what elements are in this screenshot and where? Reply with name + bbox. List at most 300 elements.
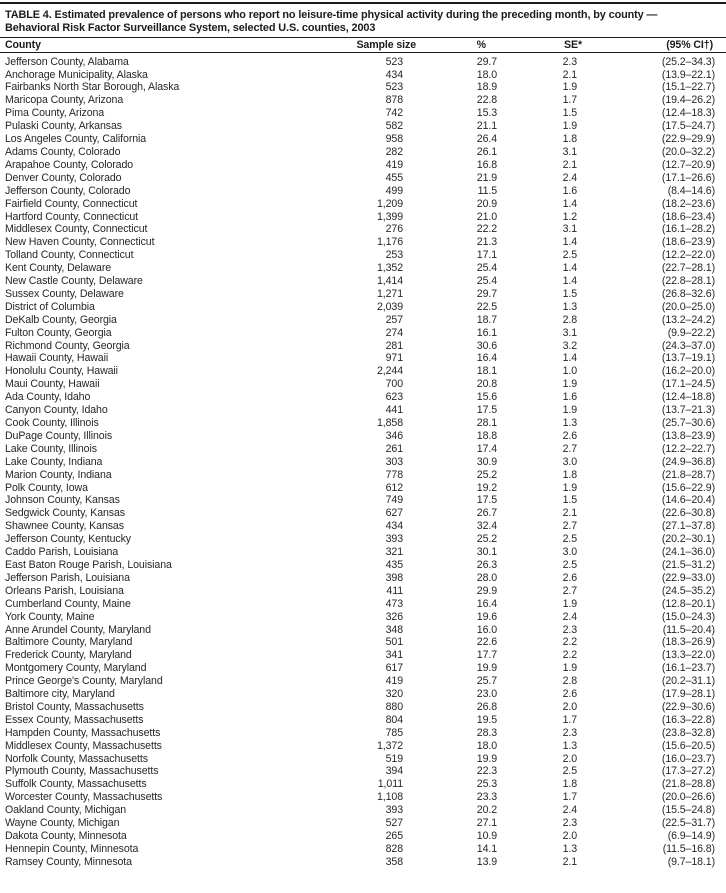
percent-cell: 22.6: [476, 636, 497, 649]
county-cell: Polk County, Iowa: [5, 481, 88, 494]
sample-size-cell: 320: [385, 688, 403, 701]
percent-cell: 17.7: [476, 649, 497, 662]
table-row: [0, 701, 726, 714]
county-cell: Maricopa County, Arizona: [5, 94, 124, 107]
county-cell: Fulton County, Georgia: [5, 326, 112, 339]
ci-cell: (20.2–31.1): [661, 675, 715, 688]
ci-cell: (17.1–24.5): [661, 378, 715, 391]
percent-cell: 17.1: [476, 249, 497, 262]
percent-cell: 28.0: [476, 571, 497, 584]
se-cell: 1.7: [562, 713, 577, 726]
percent-cell: 30.9: [476, 455, 497, 468]
percent-cell: 18.9: [476, 81, 497, 94]
percent-cell: 17.5: [476, 494, 497, 507]
county-cell: Prince George's County, Maryland: [5, 675, 163, 688]
county-cell: Ramsey County, Minnesota: [5, 855, 132, 868]
table-row: [0, 300, 726, 313]
table-row: [0, 120, 726, 133]
county-cell: Hawaii County, Hawaii: [5, 352, 109, 365]
percent-cell: 21.0: [476, 210, 497, 223]
percent-cell: 19.9: [476, 662, 497, 675]
table-row: [0, 597, 726, 610]
sample-size-cell: 785: [385, 726, 403, 739]
table-row: [0, 429, 726, 442]
sample-size-cell: 749: [385, 494, 403, 507]
sample-size-cell: 473: [385, 597, 403, 610]
se-cell: 2.0: [562, 752, 577, 765]
ci-cell: (22.8–28.1): [661, 275, 715, 288]
table-row: [0, 778, 726, 791]
county-cell: Johnson County, Kansas: [5, 494, 120, 507]
table-row: [0, 404, 726, 417]
percent-cell: 13.9: [476, 855, 497, 868]
sample-size-cell: 1,176: [376, 236, 403, 249]
table-row: [0, 662, 726, 675]
sample-size-cell: 519: [385, 752, 403, 765]
table-row: [0, 210, 726, 223]
ci-cell: (15.1–22.7): [661, 81, 715, 94]
se-cell: 1.7: [562, 94, 577, 107]
county-cell: Essex County, Massachusetts: [5, 713, 144, 726]
ci-cell: (25.7–30.6): [661, 417, 715, 430]
ci-cell: (23.8–32.8): [661, 726, 715, 739]
table-row: [0, 339, 726, 352]
percent-cell: 26.1: [476, 145, 497, 158]
se-cell: 2.6: [562, 571, 577, 584]
sample-size-cell: 341: [385, 649, 403, 662]
se-cell: 1.5: [562, 494, 577, 507]
table-row: [0, 236, 726, 249]
sample-size-cell: 1,108: [376, 791, 403, 804]
percent-cell: 18.1: [476, 365, 497, 378]
county-cell: DuPage County, Illinois: [5, 429, 113, 442]
ci-cell: (6.9–14.9): [667, 830, 715, 843]
county-cell: Middlesex County, Connecticut: [5, 223, 148, 236]
percent-cell: 30.6: [476, 339, 497, 352]
table-row: [0, 636, 726, 649]
sample-size-cell: 523: [385, 81, 403, 94]
se-cell: 2.5: [562, 558, 577, 571]
se-cell: 2.3: [562, 726, 577, 739]
county-cell: Jefferson County, Kentucky: [5, 533, 131, 546]
ci-cell: (12.4–18.3): [661, 107, 715, 120]
county-cell: Suffolk County, Massachusetts: [5, 778, 147, 791]
se-cell: 3.1: [562, 326, 577, 339]
county-cell: Fairbanks North Star Borough, Alaska: [5, 81, 180, 94]
percent-cell: 23.3: [476, 791, 497, 804]
table-row: [0, 817, 726, 830]
se-cell: 3.0: [562, 546, 577, 559]
percent-cell: 25.2: [476, 468, 497, 481]
percent-cell: 19.6: [476, 610, 497, 623]
se-cell: 2.2: [562, 636, 577, 649]
se-cell: 2.6: [562, 688, 577, 701]
percent-cell: 25.4: [476, 262, 497, 275]
sample-size-cell: 326: [385, 610, 403, 623]
ci-cell: (22.7–28.1): [661, 262, 715, 275]
table-row: [0, 417, 726, 430]
table-header: [0, 38, 726, 53]
county-cell: Marion County, Indiana: [5, 468, 112, 481]
ci-cell: (16.0–23.7): [661, 752, 715, 765]
se-cell: 2.7: [562, 584, 577, 597]
ci-cell: (24.5–35.2): [661, 584, 715, 597]
table-row: [0, 223, 726, 236]
county-cell: Jefferson Parish, Louisiana: [5, 571, 130, 584]
table-row: [0, 171, 726, 184]
table-row: [0, 507, 726, 520]
sample-size-cell: 499: [385, 184, 403, 197]
ci-cell: (13.7–21.3): [661, 404, 715, 417]
se-cell: 1.9: [562, 81, 577, 94]
county-cell: Caddo Parish, Louisiana: [5, 546, 119, 559]
county-cell: Tolland County, Connecticut: [5, 249, 134, 262]
ci-cell: (21.8–28.7): [661, 468, 715, 481]
se-cell: 1.4: [562, 262, 577, 275]
se-cell: 2.1: [562, 158, 577, 171]
ci-cell: (16.1–23.7): [661, 662, 715, 675]
percent-cell: 32.4: [476, 520, 497, 533]
ci-cell: (17.5–24.7): [661, 120, 715, 133]
county-cell: Sedgwick County, Kansas: [5, 507, 125, 520]
county-cell: Middlesex County, Massachusetts: [5, 739, 162, 752]
se-cell: 1.9: [562, 662, 577, 675]
ci-cell: (22.9–30.6): [661, 700, 715, 713]
county-cell: Norfolk County, Massachusetts: [5, 752, 148, 765]
table-row: [0, 107, 726, 120]
county-cell: Denver County, Colorado: [5, 171, 122, 184]
sample-size-cell: 501: [385, 636, 403, 649]
table-row: [0, 520, 726, 533]
sample-size-cell: 358: [385, 855, 403, 868]
sample-size-cell: 1,271: [376, 287, 403, 300]
ci-cell: (11.5–20.4): [662, 623, 715, 636]
percent-cell: 11.5: [477, 184, 497, 197]
ci-cell: (17.1–26.6): [661, 171, 715, 184]
sample-size-cell: 617: [385, 662, 403, 675]
percent-cell: 15.6: [476, 391, 497, 404]
se-cell: 1.5: [562, 107, 577, 120]
county-cell: Cook County, Illinois: [5, 417, 99, 430]
se-cell: 1.9: [562, 597, 577, 610]
sample-size-cell: 455: [385, 171, 403, 184]
se-cell: 2.2: [562, 649, 577, 662]
ci-cell: (12.7–20.9): [661, 158, 715, 171]
sample-size-cell: 1,352: [376, 262, 403, 275]
county-cell: Kent County, Delaware: [5, 262, 112, 275]
sample-size-cell: 742: [385, 107, 403, 120]
ci-cell: (20.0–32.2): [661, 145, 715, 158]
county-cell: Shawnee County, Kansas: [5, 520, 124, 533]
ci-cell: (13.8–23.9): [661, 429, 715, 442]
county-cell: Dakota County, Minnesota: [5, 830, 127, 843]
table-header-row: [0, 38, 726, 53]
county-cell: Anne Arundel County, Maryland: [5, 623, 151, 636]
percent-cell: 20.9: [476, 197, 497, 210]
se-cell: 2.3: [562, 55, 577, 68]
county-cell: Ada County, Idaho: [5, 391, 91, 404]
percent-cell: 27.1: [476, 817, 497, 830]
ci-cell: (9.9–22.2): [667, 326, 715, 339]
table-title-line1: TABLE 4. Estimated prevalence of persons who report no leisure-time physical activity during the preceding month, by county —: [5, 9, 658, 21]
ci-cell: (15.5–24.8): [661, 804, 715, 817]
sample-size-cell: 527: [385, 817, 403, 830]
percent-cell: 19.9: [476, 752, 497, 765]
se-cell: 1.6: [562, 391, 577, 404]
ci-cell: (24.1–36.0): [661, 546, 715, 559]
table-row: [0, 146, 726, 159]
ci-cell: (22.6–30.8): [661, 507, 715, 520]
table-row: [0, 365, 726, 378]
sample-size-cell: 623: [385, 391, 403, 404]
se-cell: 1.9: [562, 378, 577, 391]
se-cell: 2.4: [562, 804, 577, 817]
percent-cell: 29.9: [476, 584, 497, 597]
table-row: [0, 53, 726, 68]
se-cell: 3.2: [562, 339, 577, 352]
percent-cell: 20.8: [476, 378, 497, 391]
se-cell: 1.4: [562, 236, 577, 249]
percent-cell: 17.4: [476, 442, 497, 455]
ci-cell: (27.1–37.8): [661, 520, 715, 533]
table-row: [0, 584, 726, 597]
ci-cell: (24.9–36.8): [661, 455, 715, 468]
percent-cell: 21.3: [476, 236, 497, 249]
sample-size-cell: 419: [385, 675, 403, 688]
sample-size-cell: 582: [385, 120, 403, 133]
sample-size-cell: 393: [385, 533, 403, 546]
se-cell: 1.4: [562, 352, 577, 365]
table-row: [0, 326, 726, 339]
percent-cell: 14.1: [476, 842, 497, 855]
ci-cell: (15.6–20.5): [661, 739, 715, 752]
county-cell: DeKalb County, Georgia: [5, 313, 117, 326]
county-cell: East Baton Rouge Parish, Louisiana: [5, 558, 172, 571]
se-cell: 2.3: [562, 817, 577, 830]
ci-cell: (19.4–26.2): [661, 94, 715, 107]
county-cell: Cumberland County, Maine: [5, 597, 131, 610]
percent-cell: 30.1: [476, 546, 497, 559]
se-cell: 1.5: [562, 287, 577, 300]
se-cell: 2.8: [562, 313, 577, 326]
sample-size-cell: 393: [385, 804, 403, 817]
percent-cell: 22.5: [476, 300, 497, 313]
ci-cell: (11.5–16.8): [662, 842, 715, 855]
ci-cell: (21.8–28.8): [661, 778, 715, 791]
sample-size-cell: 346: [385, 429, 403, 442]
se-cell: 2.0: [562, 700, 577, 713]
table-row: [0, 559, 726, 572]
county-cell: Arapahoe County, Colorado: [5, 158, 134, 171]
table-row: [0, 804, 726, 817]
table-row: [0, 68, 726, 81]
document-page: [0, 2, 726, 868]
sample-size-cell: 321: [385, 546, 403, 559]
county-cell: Sussex County, Delaware: [5, 287, 124, 300]
ci-cell: (15.6–22.9): [661, 481, 715, 494]
ci-cell: (18.6–23.4): [661, 210, 715, 223]
sample-size-cell: 1,414: [376, 275, 403, 288]
se-cell: 1.9: [562, 404, 577, 417]
county-cell: Plymouth County, Massachusetts: [5, 765, 159, 778]
table-row: [0, 752, 726, 765]
county-cell: Los Angeles County, California: [5, 133, 147, 146]
se-cell: 2.7: [562, 520, 577, 533]
table-row: [0, 455, 726, 468]
county-cell: Richmond County, Georgia: [5, 339, 130, 352]
percent-cell: 16.1: [476, 326, 497, 339]
sample-size-cell: 435: [385, 558, 403, 571]
se-cell: 1.8: [562, 468, 577, 481]
table-row: [0, 649, 726, 662]
table-row: [0, 158, 726, 171]
ci-cell: (18.2–23.6): [661, 197, 715, 210]
table-row: [0, 249, 726, 262]
se-cell: 1.6: [562, 184, 577, 197]
county-cell: Hennepin County, Minnesota: [5, 842, 139, 855]
ci-cell: (24.3–37.0): [661, 339, 715, 352]
county-cell: York County, Maine: [5, 610, 95, 623]
sample-size-cell: 257: [385, 313, 403, 326]
ci-cell: (12.4–18.8): [661, 391, 715, 404]
se-cell: 1.3: [562, 739, 577, 752]
percent-cell: 19.2: [476, 481, 497, 494]
se-cell: 2.1: [562, 68, 577, 81]
county-cell: Baltimore County, Maryland: [5, 636, 133, 649]
sample-size-cell: 434: [385, 68, 403, 81]
ci-cell: (9.7–18.1): [667, 855, 715, 868]
percent-cell: 18.0: [476, 739, 497, 752]
county-cell: Pima County, Arizona: [5, 107, 105, 120]
se-cell: 2.1: [562, 507, 577, 520]
se-cell: 1.2: [562, 210, 577, 223]
se-cell: 2.5: [562, 249, 577, 262]
table-row: [0, 313, 726, 326]
percent-cell: 25.2: [476, 533, 497, 546]
table-row: [0, 623, 726, 636]
sample-size-cell: 880: [385, 700, 403, 713]
county-cell: Orleans Parish, Louisiana: [5, 584, 124, 597]
county-cell: Canyon County, Idaho: [5, 404, 108, 417]
sample-size-cell: 419: [385, 158, 403, 171]
sample-size-cell: 434: [385, 520, 403, 533]
percent-cell: 20.2: [476, 804, 497, 817]
se-cell: 2.4: [562, 171, 577, 184]
table-row: [0, 842, 726, 855]
table-row: [0, 610, 726, 623]
sample-size-cell: 878: [385, 94, 403, 107]
ci-cell: (16.3–22.8): [661, 713, 715, 726]
ci-cell: (18.6–23.9): [661, 236, 715, 249]
se-cell: 1.3: [562, 300, 577, 313]
percent-cell: 28.3: [476, 726, 497, 739]
se-cell: 1.4: [562, 197, 577, 210]
table-row: [0, 688, 726, 701]
percent-cell: 25.7: [476, 675, 497, 688]
sample-size-cell: 612: [385, 481, 403, 494]
sample-size-cell: 348: [385, 623, 403, 636]
county-cell: Bristol County, Massachusetts: [5, 700, 144, 713]
sample-size-cell: 303: [385, 455, 403, 468]
county-cell: Frederick County, Maryland: [5, 649, 132, 662]
county-cell: Jefferson County, Colorado: [5, 184, 131, 197]
county-cell: Lake County, Illinois: [5, 442, 97, 455]
table-row: [0, 468, 726, 481]
ci-cell: (20.2–30.1): [661, 533, 715, 546]
percent-cell: 16.4: [476, 352, 497, 365]
percent-cell: 16.0: [476, 623, 497, 636]
sample-size-cell: 441: [385, 404, 403, 417]
county-cell: Adams County, Colorado: [5, 145, 121, 158]
county-cell: Wayne County, Michigan: [5, 817, 120, 830]
sample-size-cell: 1,209: [376, 197, 403, 210]
county-cell: Hampden County, Massachusetts: [5, 726, 161, 739]
sample-size-cell: 2,244: [376, 365, 403, 378]
column-header-ci: (95% CI†): [583, 38, 726, 53]
percent-cell: 25.4: [476, 275, 497, 288]
sample-size-cell: 778: [385, 468, 403, 481]
se-cell: 1.9: [562, 481, 577, 494]
se-cell: 2.1: [562, 855, 577, 868]
county-cell: District of Columbia: [5, 300, 95, 313]
table-row: [0, 739, 726, 752]
se-cell: 3.1: [562, 223, 577, 236]
ci-cell: (13.2–24.2): [661, 313, 715, 326]
se-cell: 3.1: [562, 145, 577, 158]
table-row: [0, 481, 726, 494]
sample-size-cell: 1,399: [376, 210, 403, 223]
se-cell: 2.7: [562, 442, 577, 455]
column-header-percent: %: [418, 38, 498, 53]
se-cell: 1.4: [562, 275, 577, 288]
county-cell: Worcester County, Massachusetts: [5, 791, 163, 804]
sample-size-cell: 276: [385, 223, 403, 236]
ci-cell: (20.0–25.0): [661, 300, 715, 313]
percent-cell: 25.3: [476, 778, 497, 791]
percent-cell: 21.1: [476, 120, 497, 133]
sample-size-cell: 2,039: [376, 300, 403, 313]
percent-cell: 15.3: [476, 107, 497, 120]
sample-size-cell: 1,011: [377, 778, 403, 791]
table-row: [0, 133, 726, 146]
table-row: [0, 81, 726, 94]
ci-cell: (16.2–20.0): [661, 365, 715, 378]
percent-cell: 26.4: [476, 133, 497, 146]
ci-cell: (22.9–29.9): [661, 133, 715, 146]
ci-cell: (18.3–26.9): [661, 636, 715, 649]
sample-size-cell: 627: [385, 507, 403, 520]
sample-size-cell: 523: [385, 55, 403, 68]
se-cell: 1.8: [562, 778, 577, 791]
ci-cell: (20.0–26.6): [661, 791, 715, 804]
se-cell: 1.9: [562, 120, 577, 133]
percent-cell: 18.7: [476, 313, 497, 326]
ci-cell: (13.9–22.1): [661, 68, 715, 81]
table-row: [0, 571, 726, 584]
county-cell: Fairfield County, Connecticut: [5, 197, 138, 210]
table-row: [0, 197, 726, 210]
percent-cell: 29.7: [476, 55, 497, 68]
table-title-line2: Behavioral Risk Factor Surveillance System, selected U.S. counties, 2003: [5, 21, 376, 34]
table-row: [0, 830, 726, 843]
county-cell: Montgomery County, Maryland: [5, 662, 147, 675]
sample-size-cell: 281: [385, 339, 403, 352]
sample-size-cell: 265: [385, 830, 403, 843]
table-row: [0, 184, 726, 197]
sample-size-cell: 411: [386, 584, 403, 597]
ci-cell: (14.6–20.4): [661, 494, 715, 507]
percent-cell: 18.0: [476, 68, 497, 81]
